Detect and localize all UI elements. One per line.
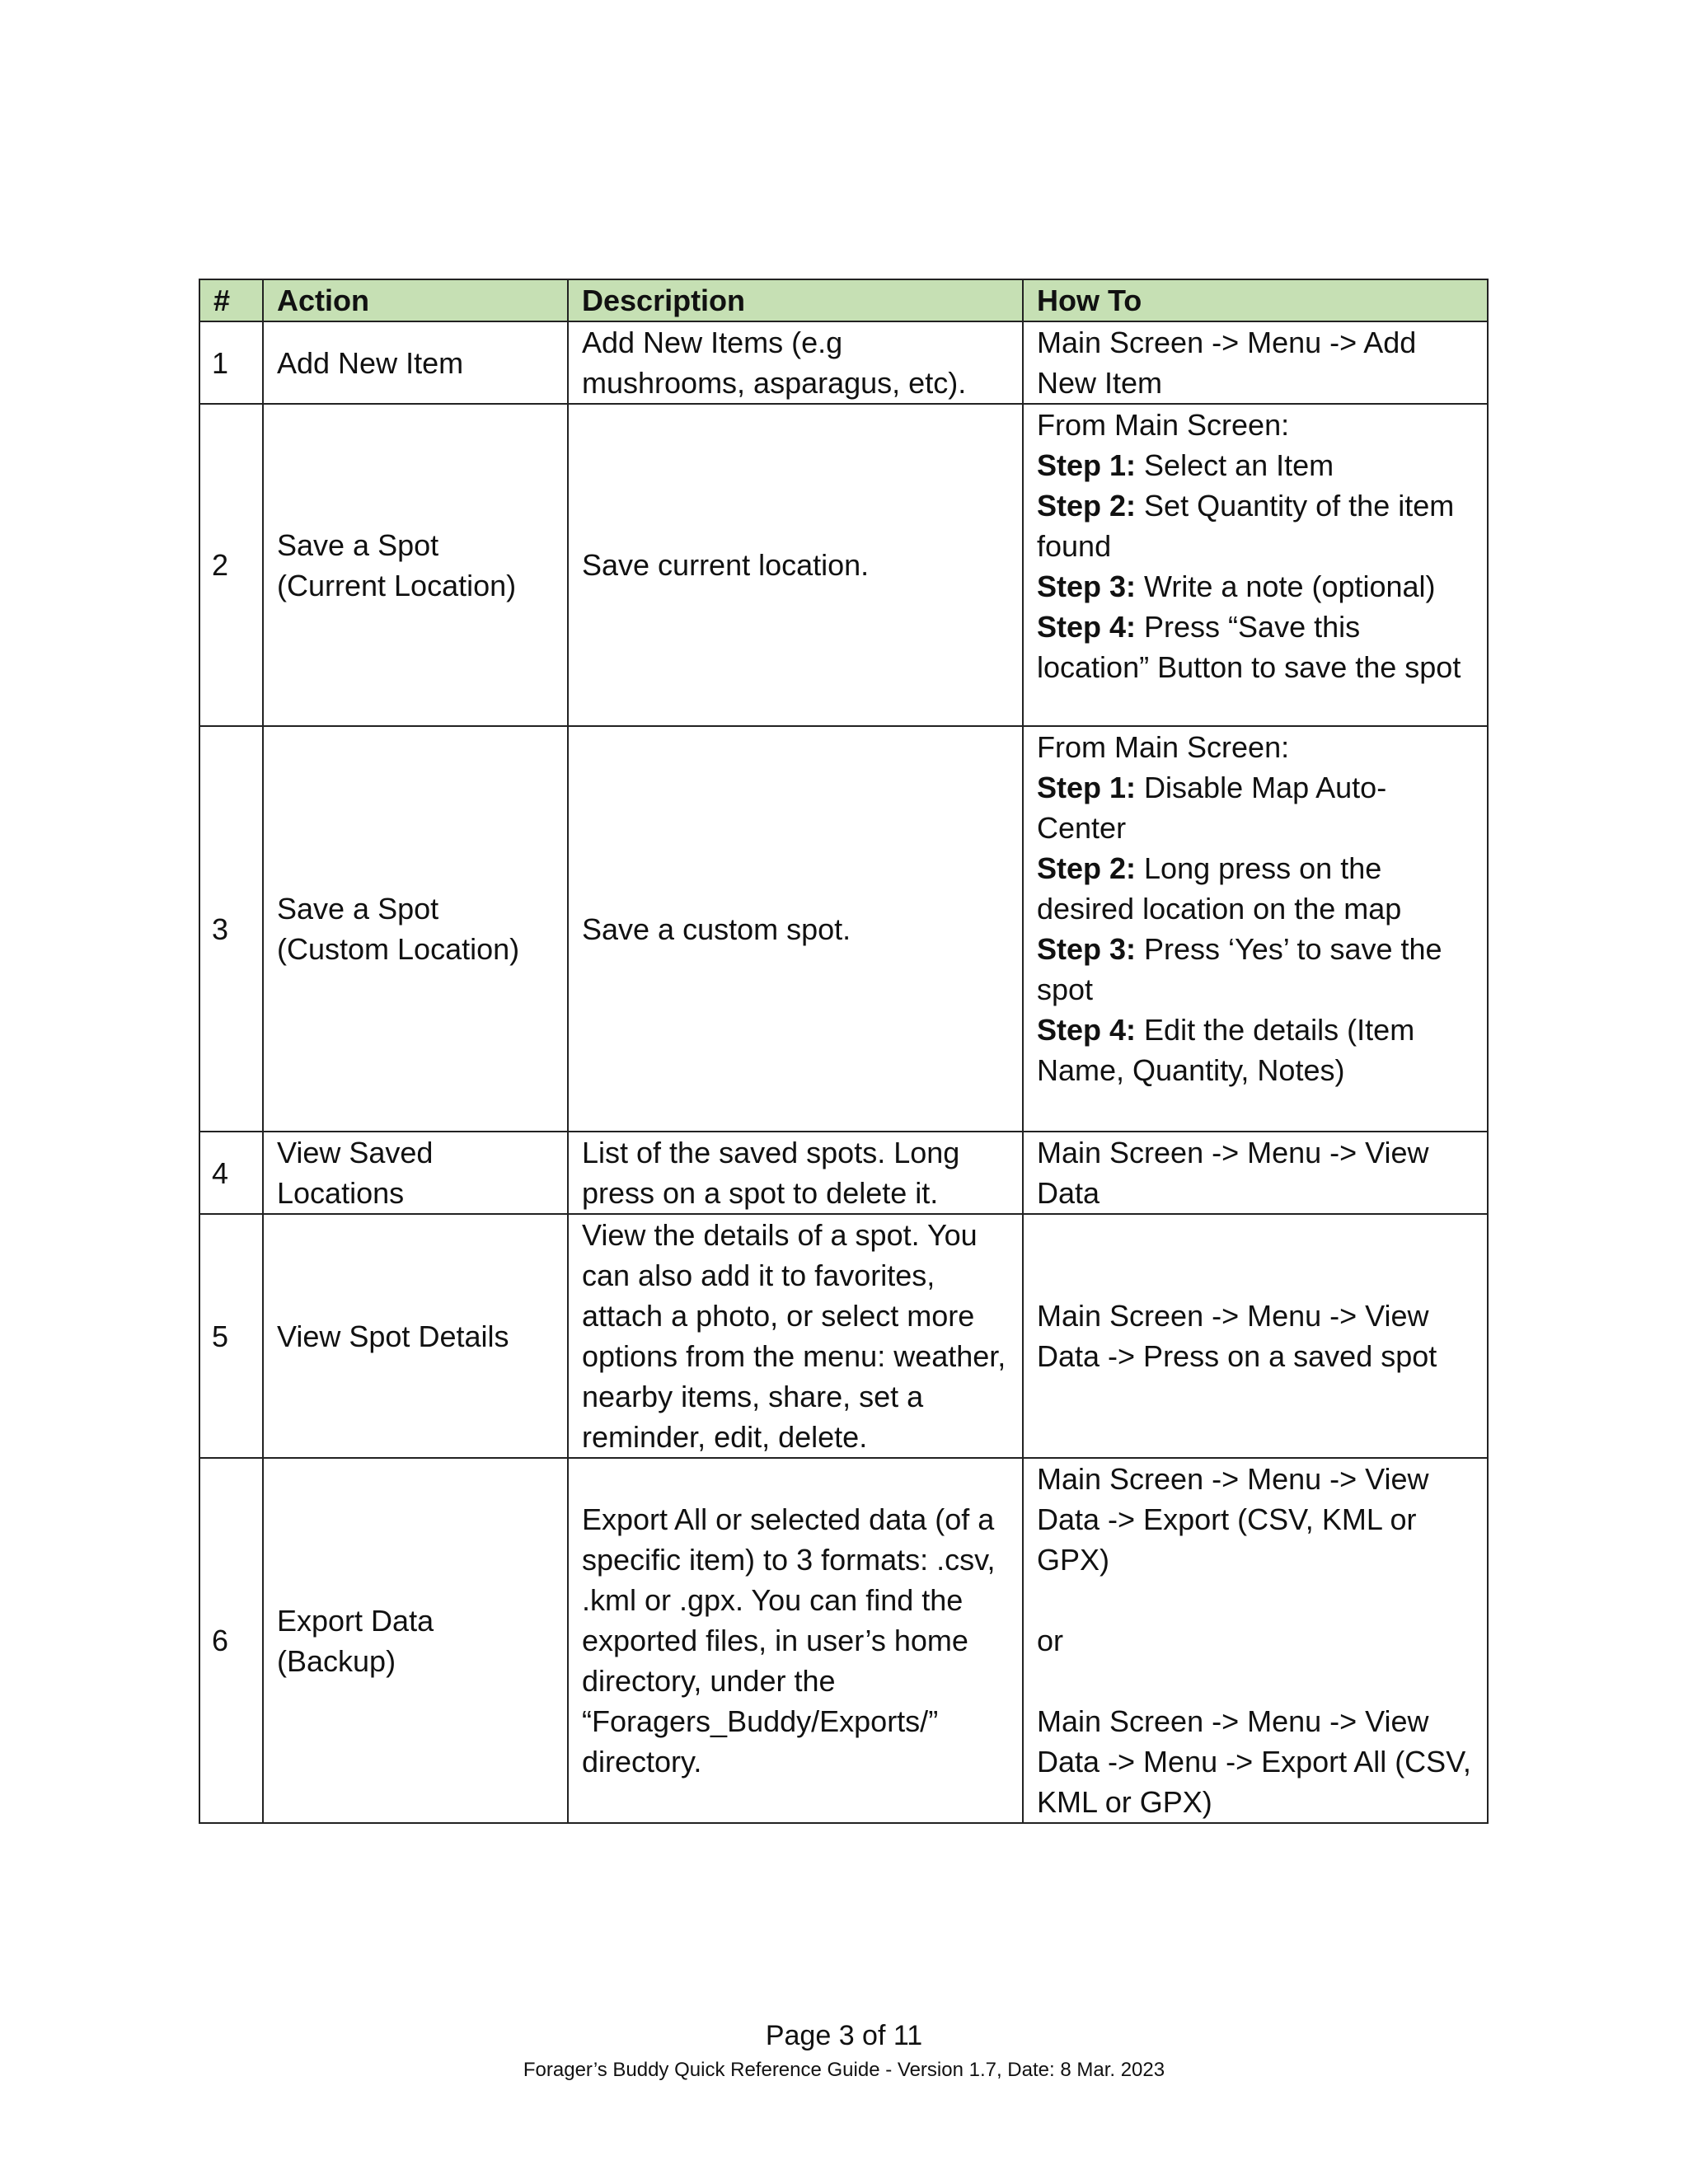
row-description: Save current location.: [568, 404, 1023, 726]
step-label: Step 4:: [1037, 1013, 1137, 1047]
step-text: Disable Map Auto-Center: [1037, 771, 1387, 845]
table-row: [199, 1132, 1488, 1214]
how-to-line: [1037, 485, 1474, 566]
row-action: Add New Item: [263, 321, 568, 404]
step-text: Main Screen -> Menu -> View Data -> Menu -> Export All (CSV, KML or GPX): [1037, 1704, 1479, 1819]
step-text: [1037, 1583, 1045, 1617]
row-number: 4: [199, 1132, 263, 1214]
how-to-line: [1037, 405, 1474, 445]
table-row: [199, 1458, 1488, 1823]
row-number: 3: [199, 726, 263, 1132]
how-to-line: [1037, 1620, 1474, 1661]
step-text: Press “Save this location” Button to save the spot: [1037, 610, 1461, 684]
row-number: 6: [199, 1458, 263, 1823]
header-description: Description: [568, 279, 1023, 321]
how-to-line: [1037, 1661, 1474, 1701]
step-text: Set Quantity of the item found: [1037, 489, 1463, 563]
row-how-to: [1023, 1132, 1488, 1214]
how-to-line: [1037, 445, 1474, 485]
row-number: 2: [199, 404, 263, 726]
how-to-line: [1037, 1701, 1479, 1822]
how-to-line: [1037, 727, 1474, 767]
how-to-line: [1037, 607, 1474, 687]
row-how-to: [1023, 404, 1488, 726]
how-to-line: [1037, 767, 1474, 848]
step-text: or: [1037, 1624, 1064, 1657]
row-description: Save a custom spot.: [568, 726, 1023, 1132]
step-text: Main Screen -> Menu -> View Data: [1037, 1136, 1437, 1210]
step-text: From Main Screen:: [1037, 408, 1290, 442]
step-label: Step 2:: [1037, 851, 1137, 885]
row-description: Add New Items (e.g mushrooms, asparagus, etc).: [568, 321, 1023, 404]
step-text: Press ‘Yes’ to save the spot: [1037, 932, 1451, 1006]
step-label: Step 4:: [1037, 610, 1137, 644]
page-number: Page 3 of 11: [765, 2020, 923, 2051]
table-row: [199, 1214, 1488, 1458]
step-label: Step 3:: [1037, 569, 1137, 603]
how-to-line: [1037, 1010, 1474, 1090]
row-number: 1: [199, 321, 263, 404]
table-header-row: [199, 279, 1488, 321]
row-how-to: [1023, 1214, 1488, 1458]
document-footer: Forager’s Buddy Quick Reference Guide - Version 1.7, Date: 8 Mar. 2023: [523, 2059, 1165, 2081]
step-text: Edit the details (Item Name, Quantity, Notes): [1037, 1013, 1423, 1087]
step-text: Main Screen -> Menu -> Add New Item: [1037, 326, 1425, 400]
how-to-line: [1037, 848, 1474, 929]
row-action: Export Data (Backup): [263, 1458, 568, 1823]
how-to-line: [1037, 929, 1474, 1010]
how-to-line: [1037, 322, 1474, 403]
step-text: From Main Screen:: [1037, 730, 1290, 764]
table-body: [199, 321, 1488, 1823]
row-action: View Spot Details: [263, 1214, 568, 1458]
step-text: Write a note (optional): [1136, 569, 1436, 603]
table-row: [199, 404, 1488, 726]
row-action: Save a Spot (Current Location): [263, 404, 568, 726]
row-action: View Saved Locations: [263, 1132, 568, 1214]
step-label: Step 2:: [1037, 489, 1137, 523]
table-row: [199, 726, 1488, 1132]
reference-table: [199, 279, 1489, 1824]
header-action: Action: [263, 279, 568, 321]
step-text: Select an Item: [1136, 448, 1334, 482]
how-to-line: [1037, 1580, 1474, 1620]
step-text: Long press on the desired location on the map: [1037, 851, 1402, 926]
how-to-line: [1037, 1296, 1474, 1376]
row-description: List of the saved spots. Long press on a spot to delete it.: [568, 1132, 1023, 1214]
step-label: Step 3:: [1037, 932, 1137, 966]
step-text: Main Screen -> Menu -> View Data -> Press on a saved spot: [1037, 1299, 1437, 1373]
step-text: [1037, 1094, 1045, 1127]
row-how-to: [1023, 1458, 1488, 1823]
header-how-to: How To: [1023, 279, 1488, 321]
row-number: 5: [199, 1214, 263, 1458]
row-action: Save a Spot (Custom Location): [263, 726, 568, 1132]
row-description: View the details of a spot. You can also add it to favorites, attach a photo, or select more options from the menu: weather, nearby items, share, set a reminder, edit, delete.: [568, 1214, 1023, 1458]
how-to-line: [1037, 1132, 1474, 1213]
row-description: Export All or selected data (of a specific item) to 3 formats: .csv, .kml or .gpx. You can find the exported files, in user’s home directory, under the “Foragers_Buddy/Exports/” directory.: [568, 1458, 1023, 1823]
how-to-line: [1037, 1459, 1474, 1580]
step-text: [1037, 1664, 1045, 1698]
header-number: #: [199, 279, 263, 321]
row-how-to: [1023, 321, 1488, 404]
step-text: Main Screen -> Menu -> View Data -> Export (CSV, KML or GPX): [1037, 1462, 1437, 1577]
how-to-line: [1037, 1090, 1474, 1131]
how-to-line: [1037, 566, 1474, 607]
step-label: Step 1:: [1037, 771, 1137, 804]
step-label: Step 1:: [1037, 448, 1137, 482]
table-row: [199, 321, 1488, 404]
row-how-to: [1023, 726, 1488, 1132]
